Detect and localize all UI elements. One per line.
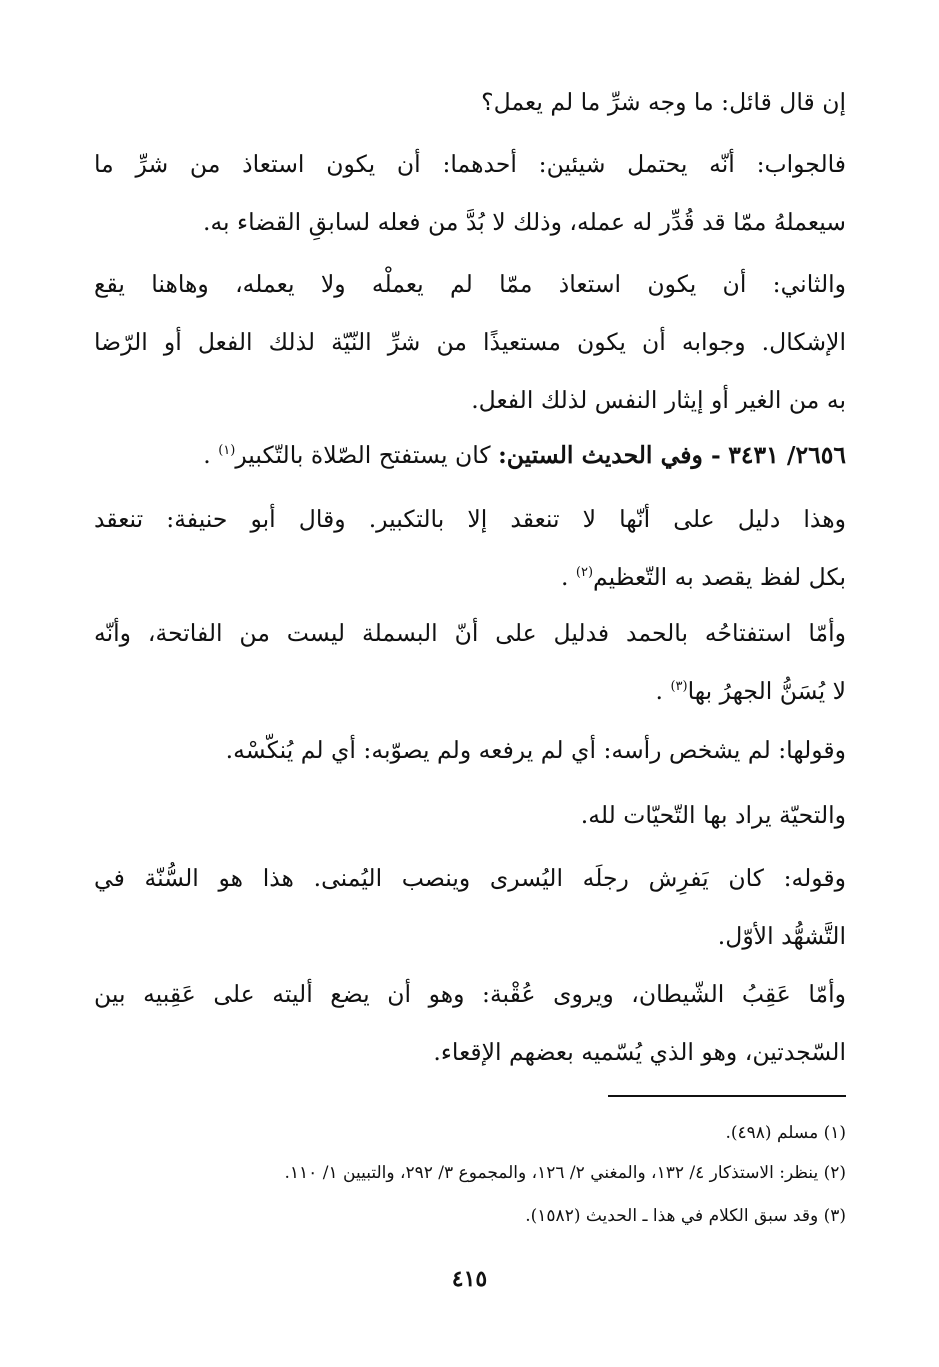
line-text: لا يُسَنُّ الجهرُ بها (687, 677, 846, 705)
paragraph-iqaa (94, 965, 846, 1081)
paragraph-question (94, 73, 846, 131)
text-line: وقولها: لم يشخص رأسه: أي لم يرفعه ولم يصوّبه: أي لم يُنكّسْه. (225, 736, 846, 764)
paragraph-answer (94, 135, 846, 251)
text-line: الإشكال. وجوابه أن يكون مستعيذًا من شرِّ النّيّة لذلك الفعل أو الرّضا (94, 328, 846, 356)
footnote-2: (٢) ينظر: الاستذكار ٤/ ١٣٢، والمغني ٢/ ١٢٦، والمجموع ٣/ ٢٩٢، والتبيين ١/ ١١٠. (284, 1163, 846, 1183)
footnote-separator (608, 1095, 846, 1097)
text-line: السّجدتين، وهو الذي يُسّميه بعضهم الإقعاء. (433, 1038, 846, 1066)
footnote-ref: (٣) (670, 679, 688, 695)
footnote-ref: (٢) (575, 565, 594, 581)
paragraph-tahiyya (94, 786, 846, 844)
sentence-end: . (560, 563, 576, 591)
page-number: ٤١٥ (451, 1266, 488, 1292)
footnote-1: (١) مسلم (٤٩٨). (725, 1123, 846, 1143)
footnote-ref: (١) (218, 443, 236, 459)
line-text: بكل لفظ يقصد به التّعظيم (593, 563, 846, 591)
text-line (94, 662, 846, 720)
hadith-number: ٢٦٥٦/ ٣٤٣١ (728, 441, 846, 469)
paragraph-second (94, 255, 846, 429)
text-line: إن قال قائل: ما وجه شرِّ ما لم يعمل؟ (481, 88, 846, 116)
text-line: سيعملهُ ممّا قد قُدِّر له عمله، وذلك لا بُدَّ من فعله لسابقِ القضاء به. (202, 208, 846, 236)
text-line: وأمّا عَقِبُ الشّيطان، ويروى عُقْبة: وهو أن يضع أليته على عَقِبيه بين (94, 980, 846, 1008)
sentence-end: . (203, 441, 219, 469)
text-line (94, 548, 846, 606)
hadith-text: كان يستفتح الصّلاة بالتّكبير (235, 441, 499, 469)
paragraph-tashahhud (94, 849, 846, 965)
text-line: وأمّا استفتاحُه بالحمد فدليل على أنّ البسملة ليست من الفاتحة، وأنّه (94, 619, 846, 647)
text-line: والتحيّة يراد بها التّحيّات لله. (580, 801, 846, 829)
paragraph-hadith-heading (94, 426, 846, 484)
text-line: وهذا دليل على أنّها لا تنعقد إلا بالتكبير. وقال أبو حنيفة: تنعقد (94, 505, 846, 533)
text-line (94, 426, 846, 484)
hadith-lead: - وفي الحديث الستين: (498, 441, 721, 469)
text-line: فالجواب: أنّه يحتمل شيئين: أحدهما: أن يكون استعاذ من شرِّ ما (94, 150, 846, 178)
text-line: وقوله: كان يَفرِش رجلَه اليُسرى وينصب اليُمنى. هذا هو السُّنّة في (94, 864, 846, 892)
paragraph-head-posture (94, 721, 846, 779)
text-line: به من الغير أو إيثار النفس لذلك الفعل. (471, 386, 846, 414)
text-line: التَّشهُّد الأوّل. (717, 922, 846, 950)
sentence-end: . (655, 677, 671, 705)
footnote-3: (٣) وقد سبق الكلام في هذا ـ الحديث (١٥٨٢). (525, 1206, 846, 1226)
text-line: والثاني: أن يكون استعاذ ممّا لم يعملْه ولا يعمله، وهاهنا يقع (94, 270, 846, 298)
paragraph-basmala (94, 604, 846, 720)
paragraph-takbir (94, 490, 846, 606)
